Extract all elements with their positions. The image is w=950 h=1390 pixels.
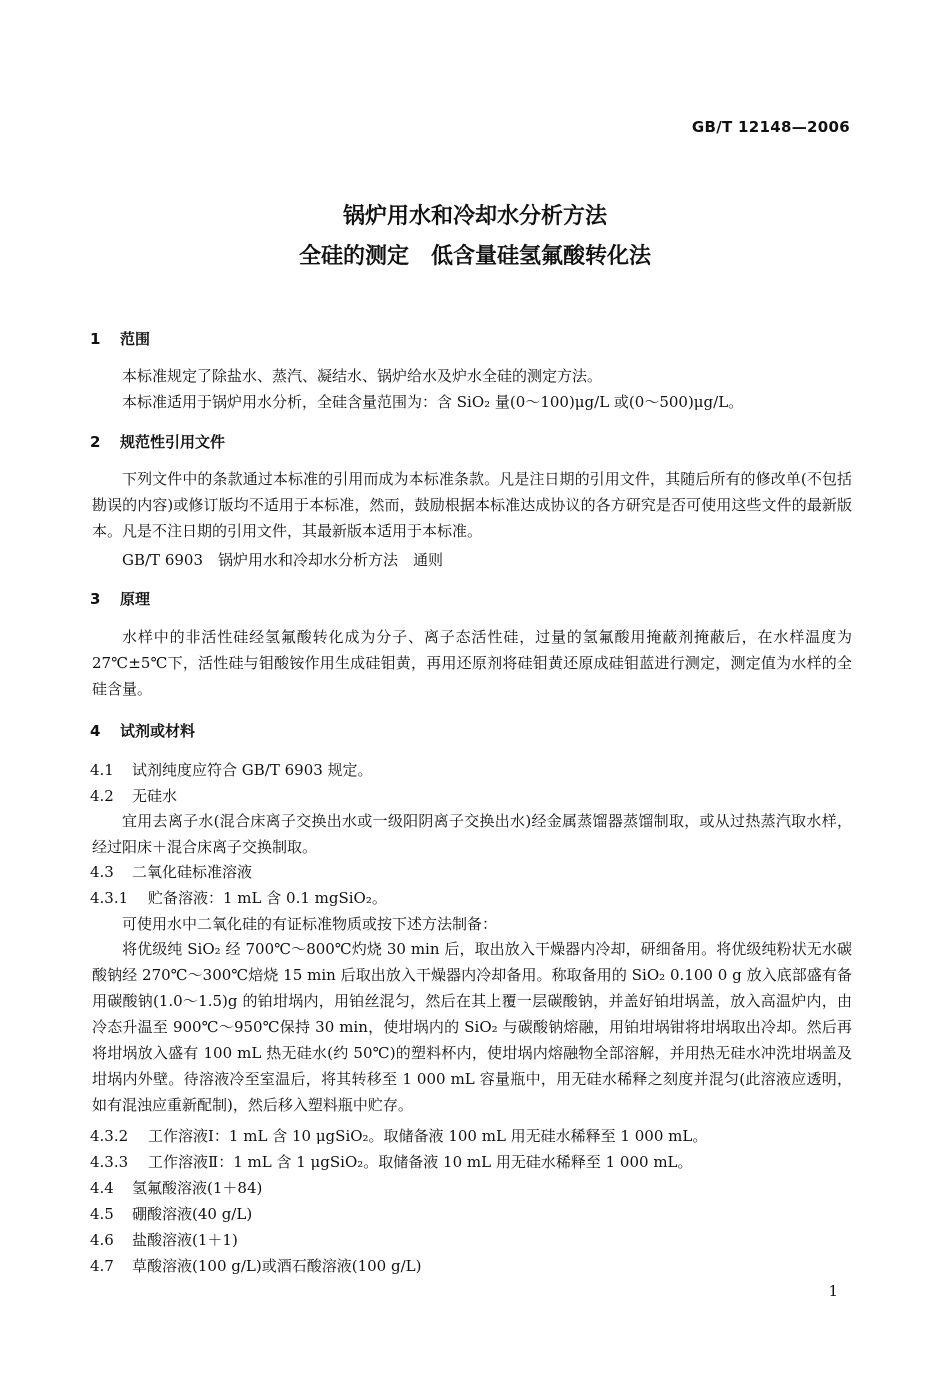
clause-text: 氢氟酸溶液(1＋84) (132, 1179, 263, 1197)
clause-number: 4.6 (90, 1231, 114, 1249)
clause-4-3 (90, 862, 252, 882)
clause-text: 二氧化硅标准溶液 (132, 863, 253, 881)
clause-number: 4.3 (90, 863, 114, 881)
section-heading-scope (90, 329, 150, 349)
clause-text: 无硅水 (132, 787, 178, 805)
section-heading-principle (90, 589, 150, 609)
reference-item-gbt6903: GB/T 6903 锅炉用水和冷却水分析方法 通则 (122, 551, 444, 569)
silicon-free-water-paragraph: 宜用去离子水(混合床离子交换出水或一级阳阴离子交换出水)经金属蒸馏器蒸馏制取，或从过热蒸汽取水样，经过阳床＋混合床离子交换制取。 (92, 812, 852, 856)
document-title-line-1: 锅炉用水和冷却水分析方法 (342, 204, 607, 229)
section-number: 4 (90, 722, 101, 740)
clause-number: 4.3.1 (90, 889, 129, 907)
clause-4-5 (90, 1204, 252, 1224)
section-title: 规范性引用文件 (120, 433, 226, 451)
stock-solution-note: 可使用水中二氧化硅的有证标准物质或按下述方法制备： (122, 915, 498, 933)
clause-text: 盐酸溶液(1＋1) (132, 1231, 238, 1249)
clause-4-2 (90, 786, 177, 806)
clause-number: 4.3.3 (90, 1153, 129, 1171)
section-title: 范围 (120, 330, 151, 348)
scope-paragraph-2: 本标准适用于锅炉用水分析，全硅含量范围为：含 SiO₂ 量(0～100)μg/L 或(0～500)μg/L。 (122, 393, 744, 411)
scope-paragraph-1: 本标准规定了除盐水、蒸汽、凝结水、锅炉给水及炉水全硅的测定方法。 (122, 367, 603, 385)
clause-number: 4.7 (90, 1257, 114, 1275)
clause-4-3-2 (90, 1126, 707, 1146)
clause-number: 4.2 (90, 787, 114, 805)
standard-number: GB/T 12148—2006 (691, 118, 850, 136)
clause-number: 4.4 (90, 1179, 114, 1197)
principle-paragraph: 水样中的非活性硅经氢氟酸转化成为分子、离子态活性硅，过量的氢氟酸用掩蔽剂掩蔽后，在水样温度为 27℃±5℃下，活性硅与钼酸铵作用生成硅钼黄，再用还原剂将硅钼黄还原成硅钼蓝进行测定，测定值为水样的全硅含量。 (92, 628, 852, 698)
section-title: 试剂或材料 (120, 722, 196, 740)
clause-number: 4.1 (90, 761, 114, 779)
clause-4-4 (90, 1178, 262, 1198)
clause-text: 工作溶液Ⅱ：1 mL 含 1 μgSiO₂。取储备液 10 mL 用无硅水稀释至 1 000 mL。 (148, 1153, 693, 1171)
clause-text: 试剂纯度应符合 GB/T 6903 规定。 (132, 761, 373, 779)
clause-number: 4.3.2 (90, 1127, 129, 1145)
references-paragraph: 下列文件中的条款通过本标准的引用而成为本标准条款。凡是注日期的引用文件，其随后所有的修改单(不包括勘误的内容)或修订版均不适用于本标准，然而，鼓励根据本标准达成协议的各方研究是否可使用这些文件的最新版本。凡是不注日期的引用文件，其最新版本适用于本标准。 (92, 470, 852, 540)
clause-4-3-1 (90, 888, 387, 908)
clause-number: 4.5 (90, 1205, 114, 1223)
section-heading-normative-references (90, 432, 225, 452)
clause-4-7 (90, 1256, 421, 1276)
clause-text: 硼酸溶液(40 g/L) (132, 1205, 253, 1223)
document-title-line-2: 全硅的测定 低含量硅氢氟酸转化法 (298, 244, 651, 269)
section-heading-reagents (90, 721, 195, 741)
section-number: 1 (90, 330, 101, 348)
clause-text: 贮备溶液：1 mL 含 0.1 mgSiO₂。 (148, 889, 387, 907)
page-number: 1 (828, 1282, 838, 1300)
stock-solution-procedure: 将优级纯 SiO₂ 经 700℃～800℃灼烧 30 min 后，取出放入干燥器内冷却，研细备用。将优级纯粉状无水碳酸钠经 270℃～300℃焙烧 15 min 后取出放入干燥器内冷却备用。称取备用的 SiO₂ 0.100 0 g 放入底部盛有备用碳酸钠(1.0～1.5)g 的铂坩埚内，用铂丝混匀，然后在其上覆一层碳酸钠，并盖好铂坩埚盖，放入高温炉内，由冷态升温至 900℃～950℃保持 30 min，使坩埚内的 SiO₂ 与碳酸钠熔融，用铂坩埚钳将坩埚取出冷却。然后再将坩埚放入盛有 100 mL 热无硅水(约 50℃)的塑料杯内，使坩埚内熔融物全部溶解，并用热无硅水冲洗坩埚盖及坩埚内外壁。待溶液冷至室温后，将其转移至 1 000 mL 容量瓶中，用无硅水稀释之刻度并混匀(此溶液应透明，如有混浊应重新配制)，然后移入塑料瓶中贮存。 (92, 940, 852, 1114)
section-number: 2 (90, 433, 101, 451)
clause-4-1 (90, 760, 373, 780)
section-title: 原理 (120, 590, 151, 608)
clause-4-6 (90, 1230, 238, 1250)
clause-text: 草酸溶液(100 g/L)或酒石酸溶液(100 g/L) (132, 1257, 422, 1275)
section-number: 3 (90, 590, 101, 608)
clause-text: 工作溶液Ⅰ：1 mL 含 10 μgSiO₂。取储备液 100 mL 用无硅水稀释至 1 000 mL。 (148, 1127, 708, 1145)
clause-4-3-3 (90, 1152, 693, 1172)
